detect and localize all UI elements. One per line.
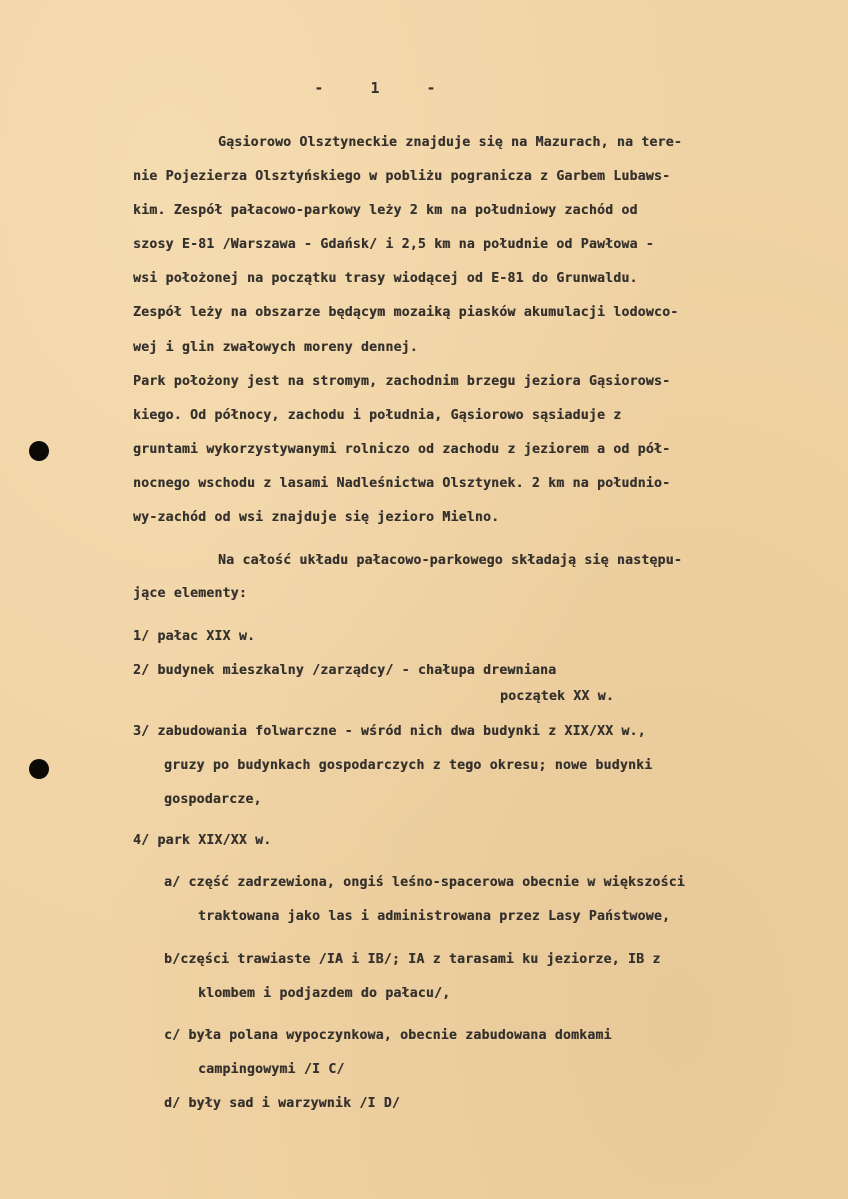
text-line: wej i glin zwałowych moreny dennej. (133, 340, 418, 355)
sub-list-item-continuation: campingowymi /I C/ (198, 1062, 345, 1077)
text-line: Park położony jest na stromym, zachodnim brzegu jeziora Gąsiorows- (133, 374, 671, 389)
list-item: 4/ park XIX/XX w. (133, 833, 272, 848)
list-item-continuation: gospodarcze, (164, 792, 262, 807)
list-item-continuation: gruzy po budynkach gospodarczych z tego okresu; nowe budynki (164, 758, 653, 773)
text-line: wy-zachód od wsi znajduje się jezioro Mielno. (133, 510, 500, 525)
text-line: nocnego wschodu z lasami Nadleśnictwa Olsztynek. 2 km na południo- (133, 476, 671, 491)
sub-list-item-continuation: klombem i podjazdem do pałacu/, (198, 986, 451, 1001)
text-line: nie Pojezierza Olsztyńskiego w pobliżu pogranicza z Garbem Lubaws- (133, 169, 671, 184)
text-line: kim. Zespół pałacowo-parkowy leży 2 km na południowy zachód od (133, 203, 638, 218)
sub-list-item: a/ część zadrzewiona, ongiś leśno-spacerowa obecnie w większości (164, 875, 685, 890)
list-item: 3/ zabudowania folwarczne - wśród nich dwa budynki z XIX/XX w., (133, 724, 646, 739)
text-line: Zespół leży na obszarze będącym mozaiką piasków akumulacji lodowco- (133, 305, 679, 320)
punch-hole-bottom (29, 759, 49, 779)
text-line: gruntami wykorzystywanymi rolniczo od zachodu z jeziorem a od pół- (133, 442, 671, 457)
text-line: jące elementy: (133, 586, 247, 601)
sub-list-item: c/ była polana wypoczynkowa, obecnie zabudowana domkami (164, 1028, 612, 1043)
list-item: 1/ pałac XIX w. (133, 629, 256, 644)
text-line: Gąsiorowo Olsztyneckie znajduje się na Mazurach, na tere- (218, 135, 682, 150)
punch-hole-top (29, 441, 49, 461)
text-line: szosy E-81 /Warszawa - Gdańsk/ i 2,5 km na południe od Pawłowa - (133, 237, 654, 252)
list-item: 2/ budynek mieszkalny /zarządcy/ - chałupa drewniana (133, 663, 557, 678)
list-item-continuation: początek XX w. (500, 689, 614, 704)
sub-list-item: b/części trawiaste /IA i IB/; IA z tarasami ku jeziorze, IB z (164, 952, 661, 967)
sub-list-item-continuation: traktowana jako las i administrowana przez Lasy Państwowe, (198, 909, 671, 924)
sub-list-item: d/ były sad i warzywnik /I D/ (164, 1096, 401, 1111)
text-line: Na całość układu pałacowo-parkowego składają się następu- (218, 553, 682, 568)
page-number: - 1 - (314, 79, 436, 97)
text-line: wsi położonej na początku trasy wiodącej od E-81 do Grunwaldu. (133, 271, 638, 286)
text-line: kiego. Od północy, zachodu i południa, Gąsiorowo sąsiaduje z (133, 408, 622, 423)
